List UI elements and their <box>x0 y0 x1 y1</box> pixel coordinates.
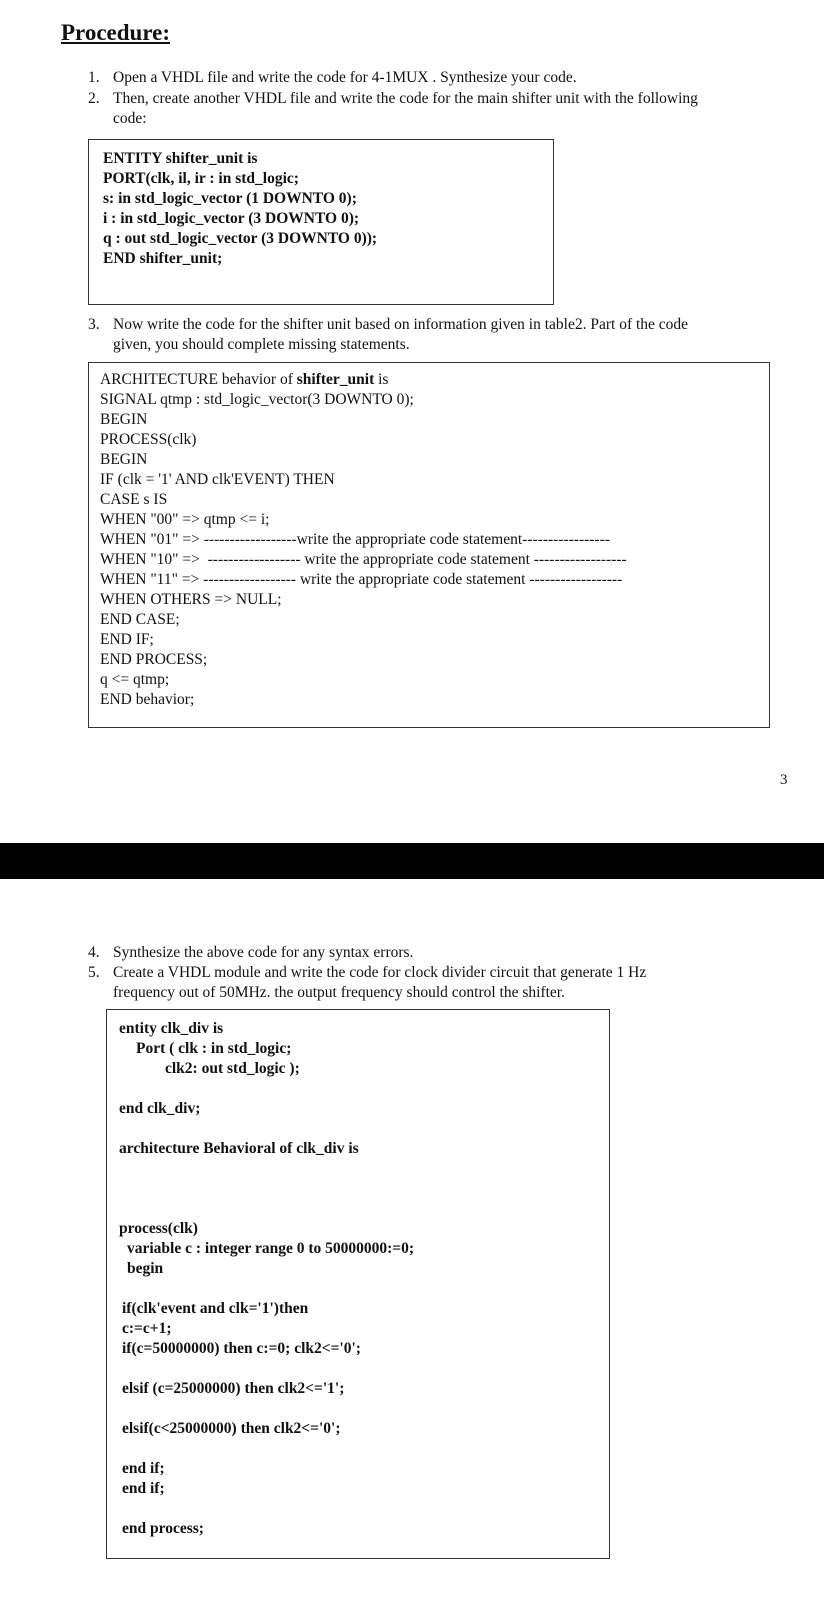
code-line: WHEN "01" => ------------------write the appropriate code statement----------------- <box>100 531 610 548</box>
code-line: END PROCESS; <box>100 651 208 668</box>
code-line: IF (clk = '1' AND clk'EVENT) THEN <box>100 471 335 488</box>
code-line: end if; <box>122 1480 165 1497</box>
code-line: clk2: out std_logic ); <box>165 1060 300 1077</box>
procedure-heading: Procedure: <box>61 20 171 45</box>
page-number: 3 <box>780 772 788 788</box>
code-line: WHEN "10" => ------------------ write the appropriate code statement ------------------ <box>100 551 627 568</box>
code-line: WHEN "00" => qtmp <= i; <box>100 511 270 528</box>
step-2-continued: code: <box>113 110 147 127</box>
code-line: end clk_div; <box>119 1100 201 1117</box>
step-1 <box>88 68 803 88</box>
step-text: Open a VHDL file and write the code for 4-1MUX . Synthesize your code. <box>113 69 577 86</box>
step-number: 1. <box>88 69 100 86</box>
step-2 <box>88 89 813 109</box>
code-line: ARCHITECTURE behavior of shifter_unit is <box>100 371 389 388</box>
code-line: end if; <box>122 1460 165 1477</box>
code-line: WHEN "11" => ------------------ write the appropriate code statement ------------------ <box>100 571 623 588</box>
code-line: i : in std_logic_vector (3 DOWNTO 0); <box>103 210 360 227</box>
code-line: c:=c+1; <box>122 1320 172 1337</box>
step-number: 4. <box>88 944 100 961</box>
entity-code-box <box>88 139 554 305</box>
code-line: END shifter_unit; <box>103 250 223 267</box>
code-line: elsif(c<25000000) then clk2<='0'; <box>122 1420 341 1437</box>
code-line: begin <box>127 1260 164 1277</box>
code-line: s: in std_logic_vector (1 DOWNTO 0); <box>103 190 357 207</box>
step-number: 2. <box>88 90 100 107</box>
code-line: Port ( clk : in std_logic; <box>136 1040 292 1057</box>
step-3 <box>88 315 813 335</box>
step-4 <box>88 943 803 963</box>
step-text: Then, create another VHDL file and write the code for the main shifter unit with the following <box>113 90 698 107</box>
step-5 <box>88 963 813 983</box>
code-line: PROCESS(clk) <box>100 431 197 448</box>
code-line: PORT(clk, il, ir : in std_logic; <box>103 170 299 187</box>
code-line: WHEN OTHERS => NULL; <box>100 591 282 608</box>
step-text: Now write the code for the shifter unit based on information given in table2. Part of the code <box>113 316 689 333</box>
code-line: variable c : integer range 0 to 50000000:=0; <box>127 1240 415 1257</box>
code-line: architecture Behavioral of clk_div is <box>119 1140 359 1157</box>
code-line: process(clk) <box>119 1220 198 1237</box>
code-line: if(c=50000000) then c:=0; clk2<='0'; <box>122 1340 361 1357</box>
code-line: q : out std_logic_vector (3 DOWNTO 0)); <box>103 230 378 247</box>
code-line: END IF; <box>100 631 154 648</box>
step-5-continued: frequency out of 50MHz. the output frequency should control the shifter. <box>113 984 565 1001</box>
code-line: END CASE; <box>100 611 180 628</box>
code-line: BEGIN <box>100 411 148 428</box>
code-line: SIGNAL qtmp : std_logic_vector(3 DOWNTO 0); <box>100 391 414 408</box>
page-two <box>0 879 824 1600</box>
step-number: 3. <box>88 316 100 333</box>
step-text: Create a VHDL module and write the code for clock divider circuit that generate 1 Hz <box>113 964 647 981</box>
code-line: ENTITY shifter_unit is <box>103 150 258 167</box>
clock-divider-code-box <box>106 1009 610 1559</box>
code-line: q <= qtmp; <box>100 671 170 688</box>
code-line: if(clk'event and clk='1')then <box>122 1300 309 1317</box>
code-line: elsif (c=25000000) then clk2<='1'; <box>122 1380 345 1397</box>
step-number: 5. <box>88 964 100 981</box>
architecture-code-box <box>88 362 770 728</box>
code-line: BEGIN <box>100 451 148 468</box>
step-3-continued: given, you should complete missing statements. <box>113 336 410 353</box>
code-line: entity clk_div is <box>119 1020 224 1037</box>
code-line: END behavior; <box>100 691 195 708</box>
code-line: end process; <box>122 1520 204 1537</box>
step-text: Synthesize the above code for any syntax errors. <box>113 944 414 961</box>
code-line: CASE s IS <box>100 491 168 508</box>
page-break-bar <box>0 843 824 879</box>
